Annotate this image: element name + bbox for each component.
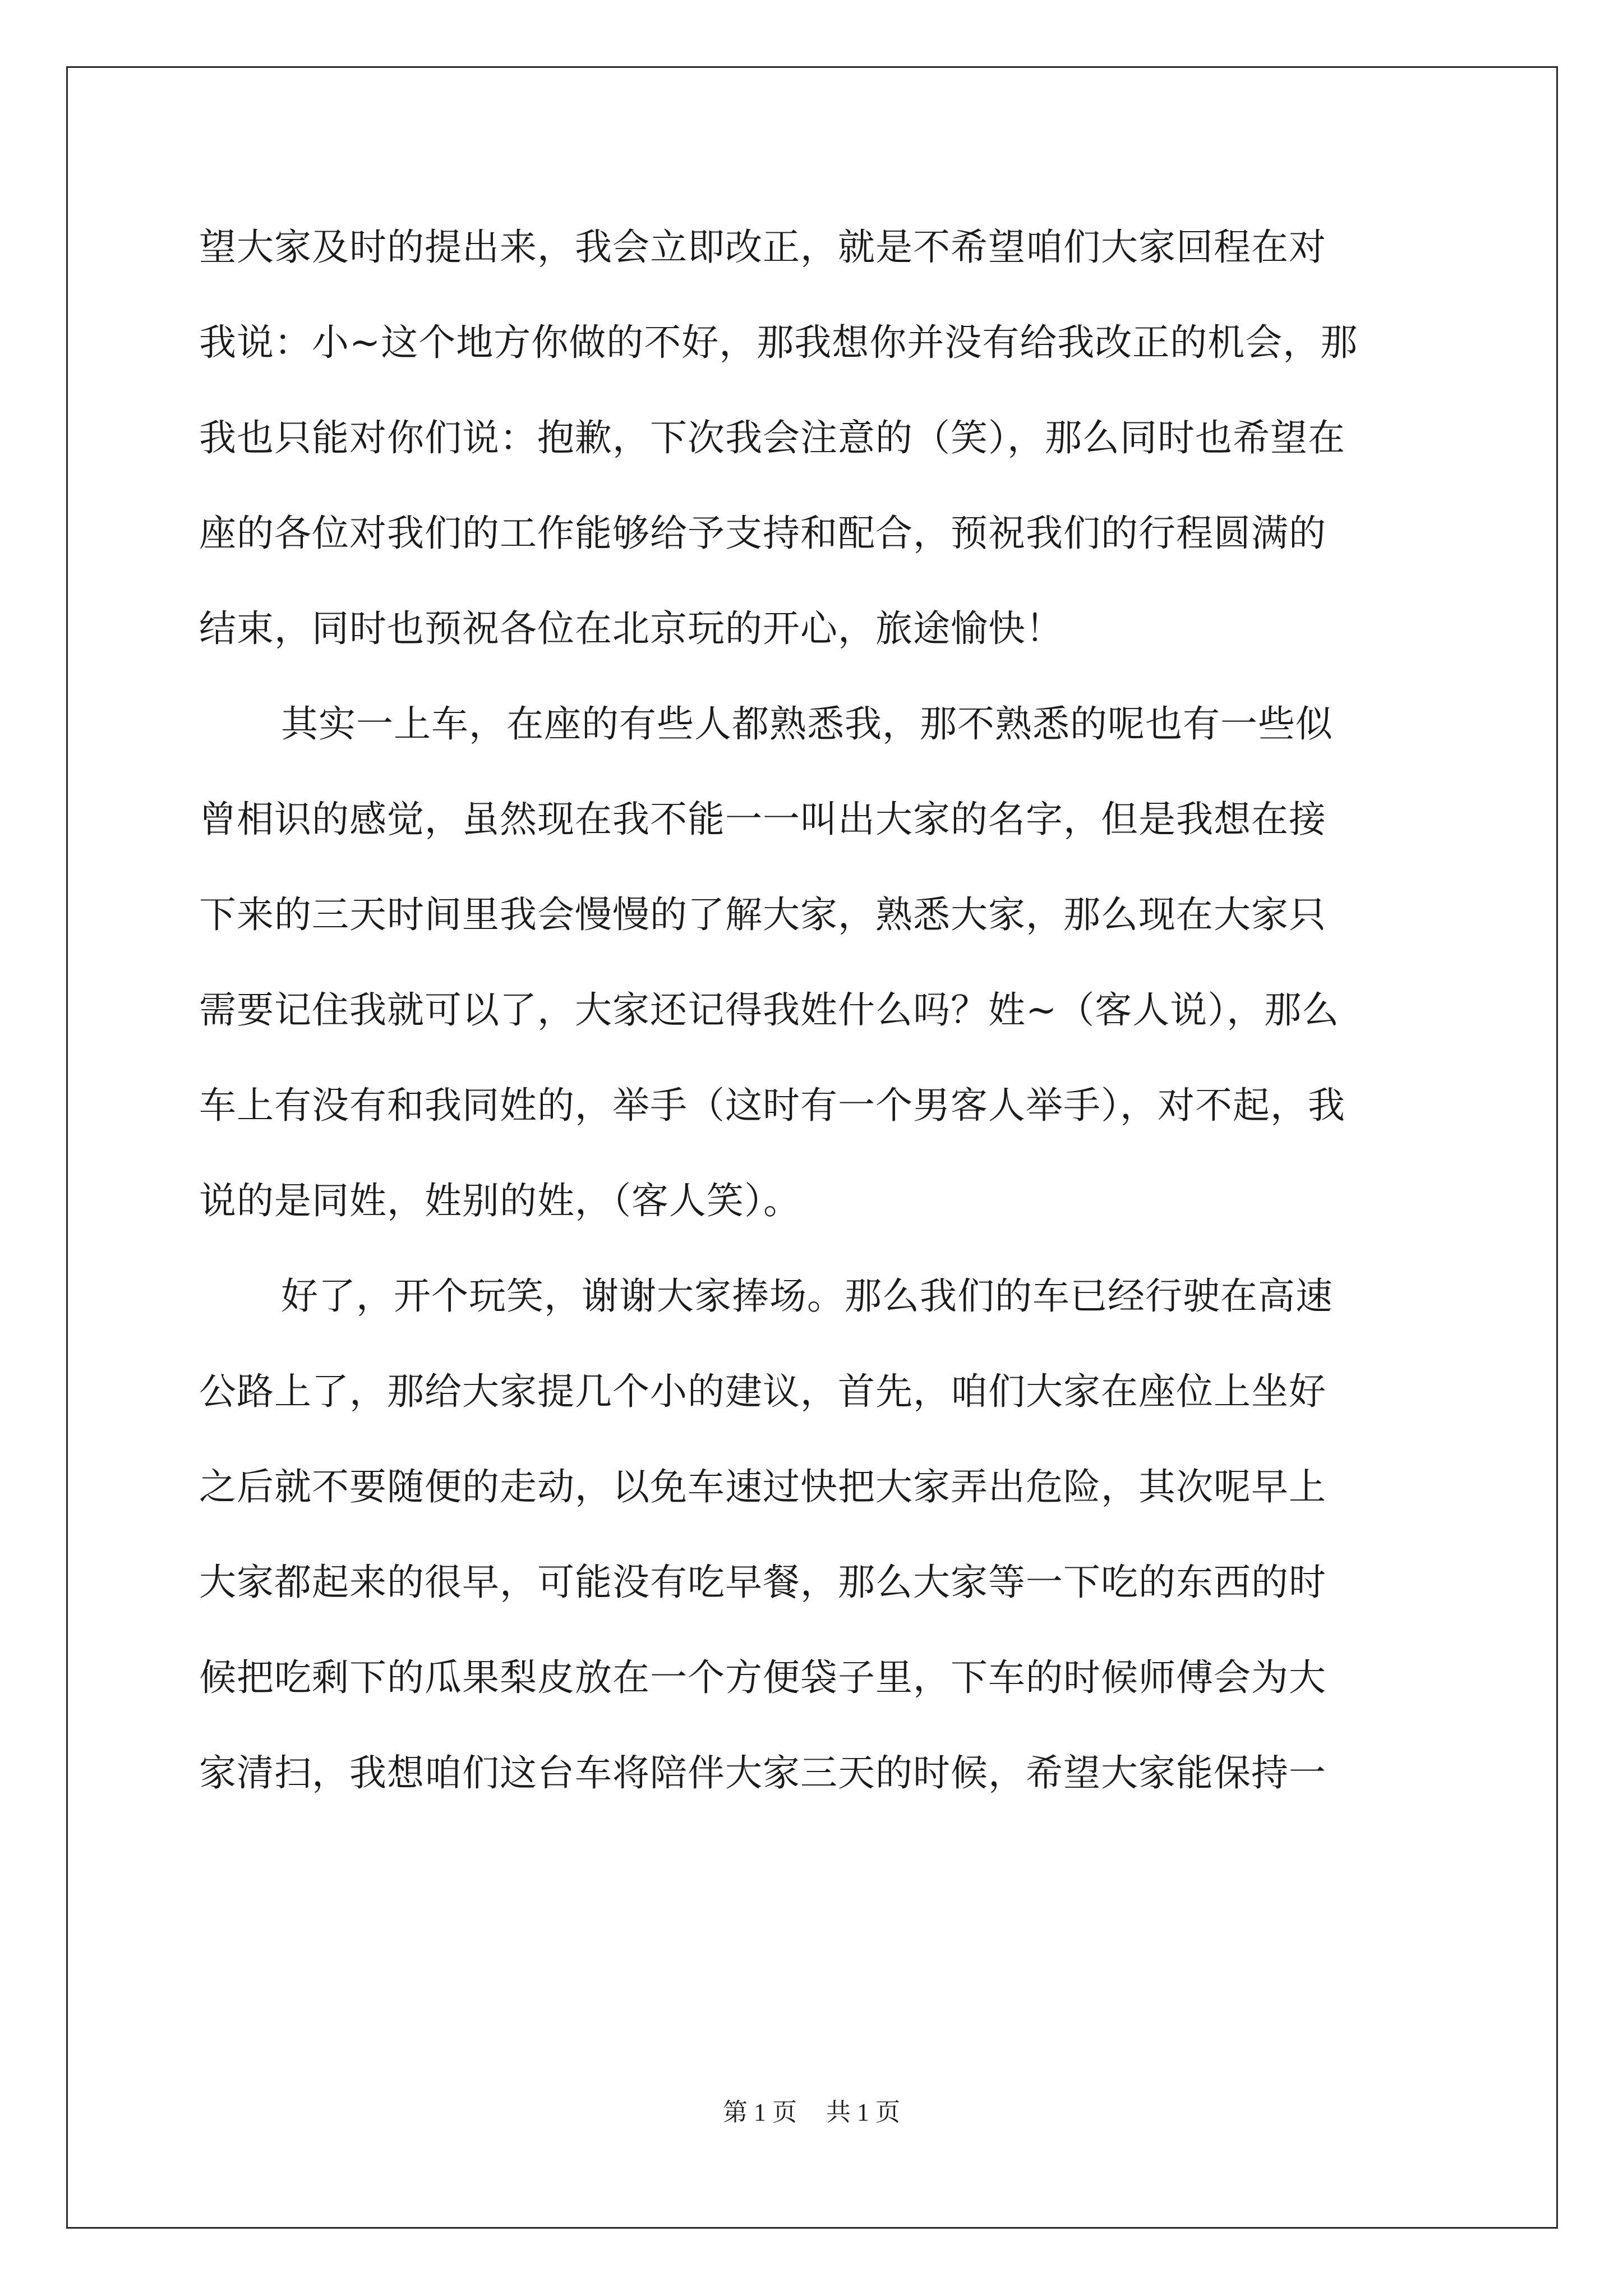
- text-line: 望大家及时的提出来，我会立即改正，就是不希望咱们大家回程在对: [199, 226, 1326, 269]
- text-line: 大家都起来的很早，可能没有吃早餐，那么大家等一下吃的东西的时: [199, 1561, 1326, 1604]
- text-line: 公路上了，那给大家提几个小的建议，首先，咱们大家在座位上坐好: [199, 1370, 1326, 1413]
- text-line: 下来的三天时间里我会慢慢的了解大家，熟悉大家，那么现在大家只: [199, 893, 1326, 936]
- text-line: 曾相识的感觉，虽然现在我不能一一叫出大家的名字，但是我想在接: [199, 798, 1326, 841]
- text-line: 我说：小~这个地方你做的不好，那我想你并没有给我改正的机会，那: [199, 321, 1358, 364]
- text-line: 好了，开个玩笑，谢谢大家捧场。那么我们的车已经行驶在高速: [281, 1274, 1333, 1318]
- text-line: 家清扫，我想咱们这台车将陪伴大家三天的时候，希望大家能保持一: [199, 1751, 1326, 1795]
- page-border: [66, 66, 1558, 2229]
- text-line: 我也只能对你们说：抱歉，下次我会注意的（笑），那么同时也希望在: [199, 416, 1345, 459]
- page-total: 共 1 页: [826, 2099, 900, 2126]
- text-line: 候把吃剩下的瓜果梨皮放在一个方便袋子里，下车的时候师傅会为大: [199, 1656, 1326, 1699]
- page-number: 第 1 页: [723, 2099, 797, 2126]
- text-line: 说的是同姓，姓别的姓，（客人笑）。: [199, 1179, 801, 1222]
- page-footer: [0, 2096, 1623, 2129]
- text-line: 需要记住我就可以了，大家还记得我姓什么吗？姓~（客人说），那么: [199, 988, 1340, 1032]
- text-line: 之后就不要随便的走动，以免车速过快把大家弄出危险，其次呢早上: [199, 1465, 1326, 1508]
- text-line: 车上有没有和我同姓的，举手（这时有一个男客人举手），对不起，我: [199, 1084, 1345, 1127]
- text-line: 其实一上车，在座的有些人都熟悉我，那不熟悉的呢也有一些似: [281, 702, 1333, 746]
- text-line: 结束，同时也预祝各位在北京玩的开心，旅途愉快！: [199, 607, 1063, 650]
- text-line: 座的各位对我们的工作能够给予支持和配合，预祝我们的行程圆满的: [199, 512, 1326, 555]
